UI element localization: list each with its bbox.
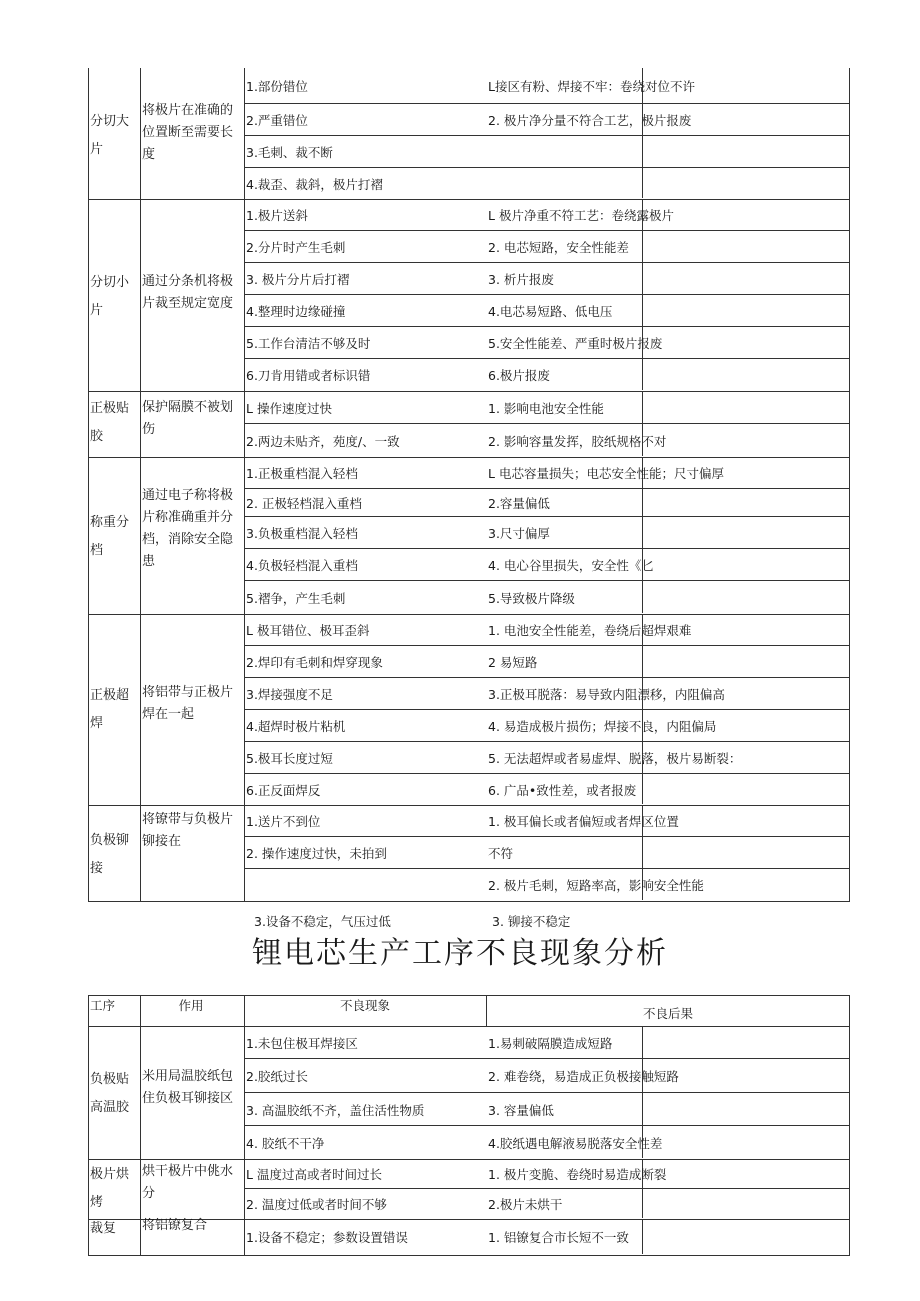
process-name: 分切大片 [90, 114, 130, 157]
defect-subrow [244, 1189, 850, 1218]
bottom-section-row [88, 1159, 850, 1220]
defect-text: 3.毛刺、裁不断 [246, 145, 333, 160]
consequence-text: 3.尺寸偏厚 [488, 526, 550, 541]
defect-subrow [244, 710, 850, 742]
consequence-text: 1. 极片变脆、卷绕时易造成断裂 [488, 1167, 667, 1182]
top-section-row [88, 391, 850, 458]
consequence-text: 2.极片未烘干 [488, 1197, 563, 1212]
defect-text: 6.刀肯用错或者标识错 [246, 368, 371, 383]
consequence-text: 6. 广品•致性差，或者报废 [488, 782, 637, 798]
process-name: 负极贴高温胶 [90, 1072, 130, 1115]
top-section-row [88, 199, 850, 392]
defect-subrow [244, 549, 850, 581]
defect-subrow [244, 1126, 850, 1158]
consequence-text: 4. 电心谷里损失，安全性《匕 [488, 558, 654, 573]
consequence-text: L 极片净重不符工艺：卷绕露极片 [488, 208, 674, 223]
bottom-section-row [88, 1026, 850, 1160]
consequence-text: 2. 极片净分量不符合工艺，极片报废 [488, 113, 692, 128]
defect-subrow [244, 391, 850, 424]
process-name: 正极贴胶 [90, 401, 130, 444]
defect-subrow [244, 199, 850, 231]
defect-subrow [244, 646, 850, 678]
process-name: 极片烘烤 [90, 1167, 130, 1210]
mid-note-right: 3. 铆接不稳定 [492, 914, 571, 929]
defect-subrow [244, 168, 850, 198]
defect-text: 2.严重错位 [246, 113, 308, 128]
consequence-text: 2. 电芯短路，安全性能差 [488, 240, 629, 255]
process-role: 通过电子称将极片称准确重并分档，消除安全隐患 [142, 488, 234, 569]
defect-subrow [244, 517, 850, 549]
defect-text: 4. 胶纸不干净 [246, 1135, 325, 1151]
process-role: 将铝镣复合 [142, 1218, 208, 1233]
process-name: 正极超焊 [90, 688, 130, 731]
mid-note-left: 3.设备不稳定，气压过低 [254, 914, 391, 929]
defect-text: 2. 正极轻档混入重档 [246, 496, 362, 511]
defect-text: L 操作速度过快 [246, 400, 332, 416]
bottom-section-row [88, 1219, 850, 1256]
defect-subrow [244, 231, 850, 263]
defect-text: 2.两边未贴齐，苑度/、一致 [246, 433, 400, 449]
consequence-text: 3.正极耳脱落：易导致内阻漂移，内阻偏高 [488, 687, 725, 702]
consequence-text: 1. 极耳偏长或者偏短或者焊区位置 [488, 814, 679, 829]
consequence-text: L接区有粉、焊接不牢：卷绕对位不许 [488, 79, 695, 94]
defect-text: 2.胶纸过长 [246, 1069, 308, 1084]
consequence-text: 6.极片报废 [488, 368, 550, 383]
defect-subrow [244, 263, 850, 295]
defect-subrow [244, 489, 850, 517]
defect-text: 1.正极重档混入轻档 [246, 466, 358, 481]
top-section-row [88, 68, 850, 200]
defect-text: 1.设备不稳定；参数设置错误 [246, 1230, 408, 1245]
process-name: 分切小片 [90, 275, 130, 318]
consequence-text: 5.安全性能差、严重时极片报废 [488, 336, 663, 351]
defect-subrow [244, 742, 850, 774]
defect-text: 1.部份错位 [246, 79, 308, 94]
consequence-text: 4.电芯易短路、低电压 [488, 304, 613, 319]
consequence-text: L 电芯容量损失；电芯安全性能；尺寸偏厚 [488, 466, 724, 481]
consequence-text: 不符 [488, 846, 514, 861]
process-role: 将极片在准确的位置断至需要长度 [142, 103, 234, 162]
defect-subrow [244, 424, 850, 456]
defect-text: 2.分片时产生毛刺 [246, 240, 346, 255]
consequence-text: 4.胶纸遇电解液易脱落安全性差 [488, 1135, 663, 1151]
consequence-text: 2.容量偏低 [488, 496, 550, 511]
defect-subrow [244, 774, 850, 804]
defect-text: 3.焊接强度不足 [246, 687, 333, 702]
defect-table-bottom [88, 995, 850, 1255]
defect-text: 4.整理时边缘碰撞 [246, 304, 346, 319]
defect-table-top [88, 68, 850, 901]
process-role: 保护隔膜不被划伤 [142, 400, 234, 437]
defect-subrow [244, 805, 850, 837]
consequence-text: 1. 铝镣复合市长短不一致 [488, 1230, 629, 1245]
consequence-text: 3. 析片报废 [488, 272, 554, 287]
consequence-text: 1.易刺破隔膜造成短路 [488, 1035, 613, 1051]
top-section-row [88, 614, 850, 806]
defect-subrow [244, 1026, 850, 1059]
defect-text: 4.超焊时极片粘机 [246, 719, 346, 734]
defect-subrow [244, 327, 850, 359]
defect-text: 1.送片不到位 [246, 814, 321, 829]
defect-subrow [244, 614, 850, 646]
header-role: 作用 [178, 998, 204, 1013]
defect-text: 1.未包住极耳焊接区 [246, 1035, 358, 1051]
top-section-row [88, 457, 850, 615]
table-header [88, 996, 850, 1027]
consequence-text: 4. 易造成极片损伤；焊接不良，内阻偏局 [488, 719, 717, 734]
defect-text: 5.工作台清洁不够及时 [246, 336, 371, 351]
defect-text: L 极耳错位、极耳歪斜 [246, 623, 370, 638]
process-name: 负极铆接 [90, 833, 130, 876]
process-role: 将铝带与正极片焊在一起 [142, 685, 234, 722]
defect-subrow [244, 1093, 850, 1126]
defect-text: 4.裁歪、裁斜，极片打褶 [246, 176, 383, 192]
process-role: 将镣带与负极片铆接在 [142, 812, 234, 849]
defect-text: 2. 操作速度过快，未拍到 [246, 846, 387, 861]
consequence-text: 3. 容量偏低 [488, 1102, 554, 1118]
process-role: 烘干极片中佻水分 [142, 1164, 234, 1201]
defect-text: 5.褶争，产生毛刺 [246, 590, 346, 606]
consequence-text: 5. 无法超焊或者易虚焊、脱落，极片易断裂： [488, 751, 742, 766]
header-defect: 不良现象 [339, 998, 390, 1013]
defect-subrow [244, 581, 850, 613]
defect-text: 5.极耳长度过短 [246, 751, 333, 766]
defect-subrow [244, 678, 850, 710]
process-role: 米用局温胶纸包住负极耳铆接区 [142, 1069, 234, 1106]
defect-subrow [244, 104, 850, 136]
consequence-text: 5.导致极片降级 [488, 590, 575, 606]
consequence-text: 2 易短路 [488, 655, 538, 670]
defect-subrow [244, 295, 850, 327]
defect-subrow [244, 359, 850, 390]
defect-text: L 温度过高或者时间过长 [246, 1167, 382, 1182]
consequence-text: 2. 影响容量发挥，胶纸规格不对 [488, 433, 667, 449]
defect-subrow [244, 136, 850, 168]
defect-text: 1.极片送斜 [246, 208, 308, 223]
defect-subrow [244, 1219, 850, 1254]
header-consequence: 不良后果 [642, 1006, 693, 1021]
consequence-text: 2. 极片毛刺，短路率高，影响安全性能 [488, 878, 704, 893]
process-name: 称重分档 [90, 515, 130, 558]
defect-subrow [244, 837, 850, 869]
defect-text: 3.负极重档混入轻档 [246, 526, 358, 541]
process-name: 裁复 [90, 1221, 117, 1236]
consequence-text: 1. 影响电池安全性能 [488, 400, 604, 416]
header-process: 工序 [90, 998, 116, 1013]
defect-subrow [244, 68, 850, 104]
top-section-row [88, 805, 850, 902]
consequence-text: 2. 难卷绕，易造成正负极接触短路 [488, 1069, 679, 1084]
defect-text: 3. 高温胶纸不齐，盖住活性物质 [246, 1102, 425, 1118]
defect-text: 4.负极轻档混入重档 [246, 558, 358, 573]
defect-subrow [244, 457, 850, 489]
defect-subrow [244, 1159, 850, 1189]
defect-text: 3. 极片分片后打褶 [246, 272, 350, 287]
defect-subrow [244, 1059, 850, 1093]
page-title: 锂电芯生产工序不良现象分析 [252, 936, 668, 971]
defect-text: 2.焊印有毛刺和焊穿现象 [246, 655, 383, 670]
defect-text: 6.正反面焊反 [246, 782, 321, 798]
defect-subrow [244, 869, 850, 900]
consequence-text: 1. 电池安全性能差，卷绕后超焊艰难 [488, 623, 692, 638]
process-role: 通过分条机将极片裁至规定宽度 [142, 274, 234, 311]
defect-text: 2. 温度过低或者时间不够 [246, 1197, 387, 1212]
